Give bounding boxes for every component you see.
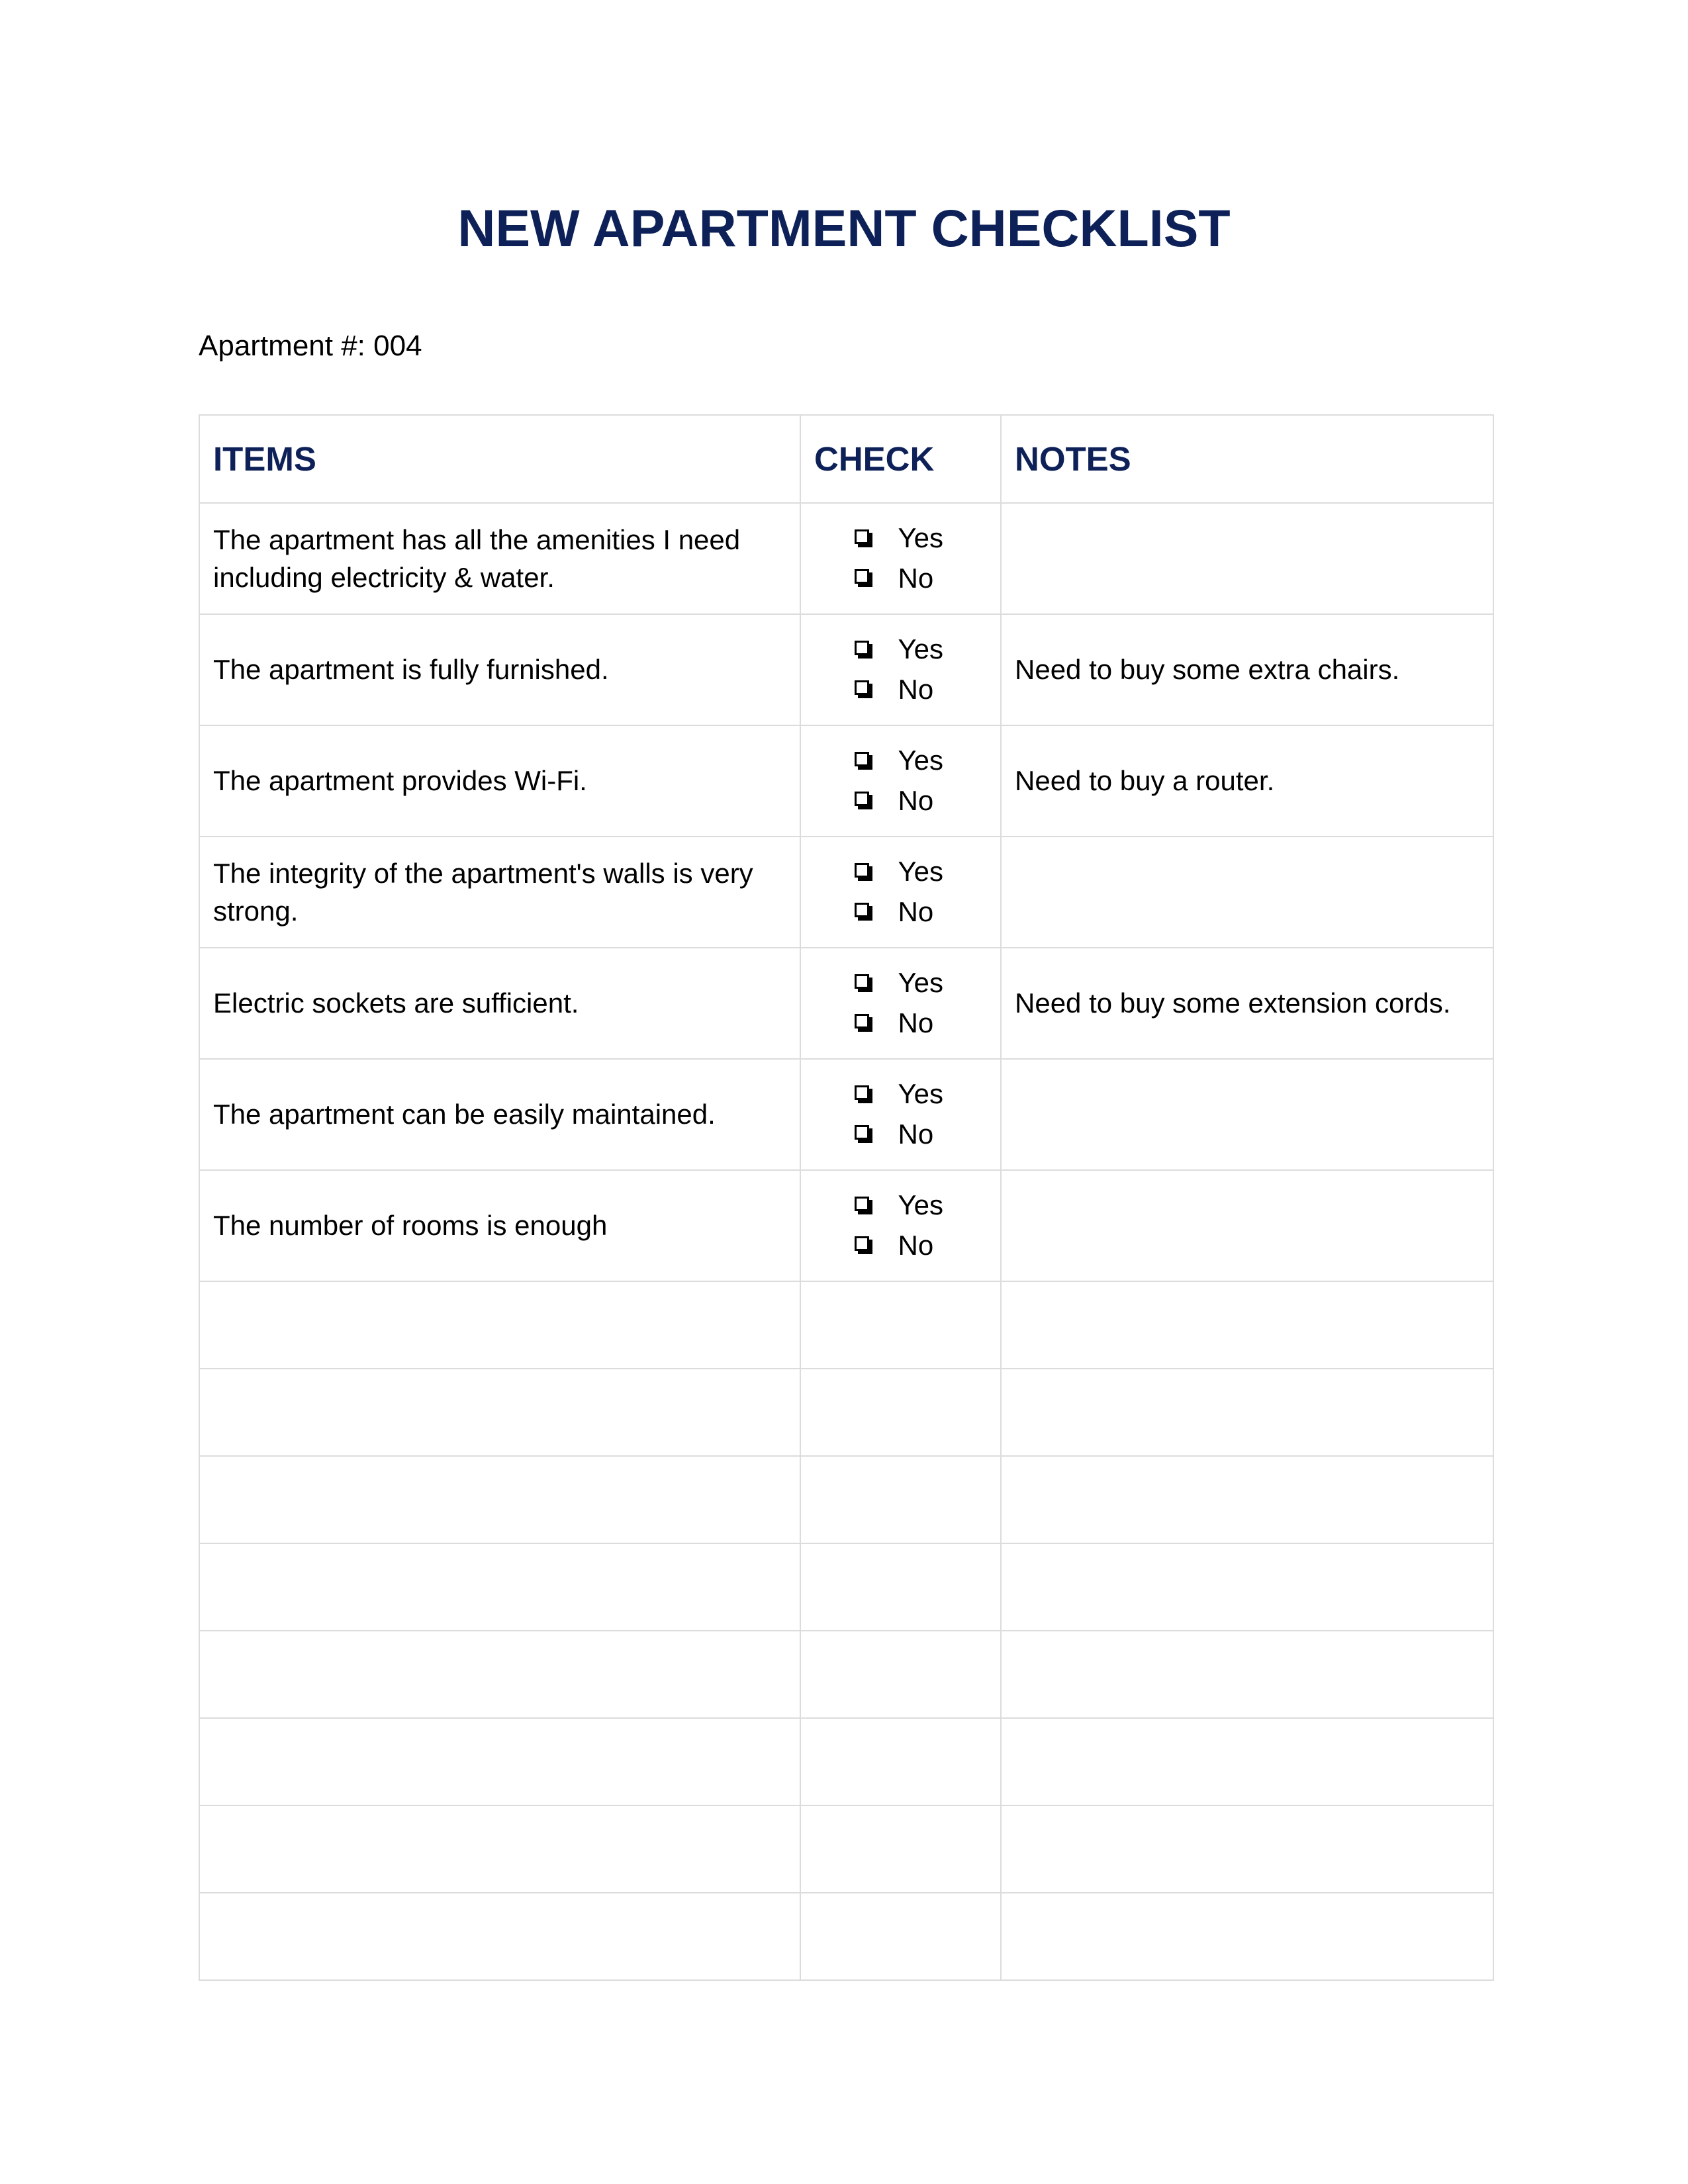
blank-item-cell[interactable] [199, 1543, 800, 1631]
blank-row [199, 1893, 1493, 1980]
checkbox-option-no[interactable] [855, 670, 947, 710]
blank-check-cell[interactable] [800, 1369, 1001, 1456]
blank-notes-cell[interactable] [1001, 1543, 1493, 1631]
checkbox-yes-icon[interactable] [855, 1085, 869, 1100]
checkbox-yes-label: Yes [898, 633, 944, 665]
item-cell: The number of rooms is enough [199, 1170, 800, 1281]
checkbox-yes-icon[interactable] [855, 974, 869, 989]
yes-no-options [855, 518, 947, 599]
blank-check-cell[interactable] [800, 1281, 1001, 1369]
blank-item-cell[interactable] [199, 1718, 800, 1805]
blank-row [199, 1456, 1493, 1543]
yes-no-options [855, 741, 947, 821]
checkbox-option-yes[interactable] [855, 518, 947, 559]
checkbox-option-no[interactable] [855, 892, 947, 933]
checkbox-yes-label: Yes [898, 1189, 944, 1221]
checkbox-yes-icon[interactable] [855, 1197, 869, 1211]
checkbox-yes-label: Yes [898, 522, 944, 554]
item-cell: The apartment has all the amenities I need including electricity & water. [199, 503, 800, 614]
check-cell [800, 1170, 1001, 1281]
table-row [199, 725, 1493, 837]
blank-notes-cell[interactable] [1001, 1893, 1493, 1980]
item-cell: The integrity of the apartment's walls is very strong. [199, 837, 800, 948]
apartment-number: Apartment #: 004 [199, 330, 422, 362]
notes-cell[interactable] [1001, 837, 1493, 948]
blank-item-cell[interactable] [199, 1369, 800, 1456]
checkbox-option-yes[interactable] [855, 629, 947, 670]
check-cell [800, 614, 1001, 725]
blank-check-cell[interactable] [800, 1456, 1001, 1543]
notes-cell[interactable]: Need to buy some extension cords. [1001, 948, 1493, 1059]
table-row [199, 1059, 1493, 1170]
table-row [199, 948, 1493, 1059]
table-header-row [199, 415, 1493, 503]
checkbox-no-label: No [898, 1230, 934, 1261]
blank-row [199, 1369, 1493, 1456]
check-cell [800, 725, 1001, 837]
blank-check-cell[interactable] [800, 1805, 1001, 1893]
blank-row [199, 1543, 1493, 1631]
blank-notes-cell[interactable] [1001, 1718, 1493, 1805]
checkbox-no-label: No [898, 1118, 934, 1150]
item-cell: The apartment provides Wi-Fi. [199, 725, 800, 837]
table-row [199, 837, 1493, 948]
table-row [199, 614, 1493, 725]
checkbox-no-icon[interactable] [855, 1014, 869, 1028]
checkbox-option-yes[interactable] [855, 1074, 947, 1115]
blank-notes-cell[interactable] [1001, 1281, 1493, 1369]
item-cell: The apartment can be easily maintained. [199, 1059, 800, 1170]
blank-notes-cell[interactable] [1001, 1456, 1493, 1543]
blank-item-cell[interactable] [199, 1893, 800, 1980]
blank-check-cell[interactable] [800, 1893, 1001, 1980]
blank-notes-cell[interactable] [1001, 1631, 1493, 1718]
item-cell: The apartment is fully furnished. [199, 614, 800, 725]
blank-row [199, 1718, 1493, 1805]
checkbox-option-no[interactable] [855, 559, 947, 599]
header-check: CHECK [800, 415, 1001, 503]
table-body [199, 503, 1493, 1980]
checkbox-yes-label: Yes [898, 967, 944, 999]
checkbox-yes-icon[interactable] [855, 863, 869, 878]
header-notes: NOTES [1001, 415, 1493, 503]
checkbox-no-label: No [898, 674, 934, 705]
checkbox-no-icon[interactable] [855, 1125, 869, 1140]
checkbox-yes-icon[interactable] [855, 641, 869, 655]
blank-item-cell[interactable] [199, 1631, 800, 1718]
checkbox-option-yes[interactable] [855, 963, 947, 1003]
page-title: NEW APARTMENT CHECKLIST [457, 199, 1231, 257]
checkbox-no-icon[interactable] [855, 569, 869, 584]
checkbox-no-label: No [898, 1007, 934, 1038]
checkbox-option-no[interactable] [855, 1003, 947, 1044]
check-cell [800, 837, 1001, 948]
blank-row [199, 1805, 1493, 1893]
checkbox-yes-label: Yes [898, 856, 944, 887]
blank-item-cell[interactable] [199, 1805, 800, 1893]
checkbox-yes-icon[interactable] [855, 529, 869, 544]
checkbox-option-yes[interactable] [855, 852, 947, 892]
notes-cell[interactable]: Need to buy some extra chairs. [1001, 614, 1493, 725]
checklist-table [199, 414, 1494, 1981]
checkbox-no-icon[interactable] [855, 903, 869, 917]
table-row [199, 1170, 1493, 1281]
checkbox-no-icon[interactable] [855, 1236, 869, 1251]
checkbox-option-yes[interactable] [855, 1185, 947, 1226]
checkbox-option-yes[interactable] [855, 741, 947, 781]
blank-row [199, 1631, 1493, 1718]
checkbox-no-label: No [898, 563, 934, 594]
blank-row [199, 1281, 1493, 1369]
checkbox-yes-label: Yes [898, 1078, 944, 1110]
checkbox-option-no[interactable] [855, 1226, 947, 1266]
blank-item-cell[interactable] [199, 1281, 800, 1369]
blank-notes-cell[interactable] [1001, 1805, 1493, 1893]
notes-cell[interactable]: Need to buy a router. [1001, 725, 1493, 837]
blank-item-cell[interactable] [199, 1456, 800, 1543]
yes-no-options [855, 852, 947, 933]
notes-cell[interactable] [1001, 1170, 1493, 1281]
blank-notes-cell[interactable] [1001, 1369, 1493, 1456]
checkbox-option-no[interactable] [855, 1115, 947, 1155]
checkbox-no-label: No [898, 896, 934, 927]
yes-no-options [855, 963, 947, 1044]
checkbox-yes-icon[interactable] [855, 752, 869, 766]
blank-check-cell[interactable] [800, 1631, 1001, 1718]
yes-no-options [855, 1185, 947, 1266]
checkbox-no-icon[interactable] [855, 792, 869, 806]
notes-cell[interactable] [1001, 1059, 1493, 1170]
table-row [199, 503, 1493, 614]
yes-no-options [855, 1074, 947, 1155]
header-items: ITEMS [199, 415, 800, 503]
check-cell [800, 1059, 1001, 1170]
yes-no-options [855, 629, 947, 710]
blank-check-cell[interactable] [800, 1718, 1001, 1805]
notes-cell[interactable] [1001, 503, 1493, 614]
check-cell [800, 503, 1001, 614]
item-cell: Electric sockets are sufficient. [199, 948, 800, 1059]
checkbox-no-label: No [898, 785, 934, 816]
checkbox-option-no[interactable] [855, 781, 947, 821]
blank-check-cell[interactable] [800, 1543, 1001, 1631]
check-cell [800, 948, 1001, 1059]
checkbox-yes-label: Yes [898, 745, 944, 776]
checkbox-no-icon[interactable] [855, 680, 869, 695]
